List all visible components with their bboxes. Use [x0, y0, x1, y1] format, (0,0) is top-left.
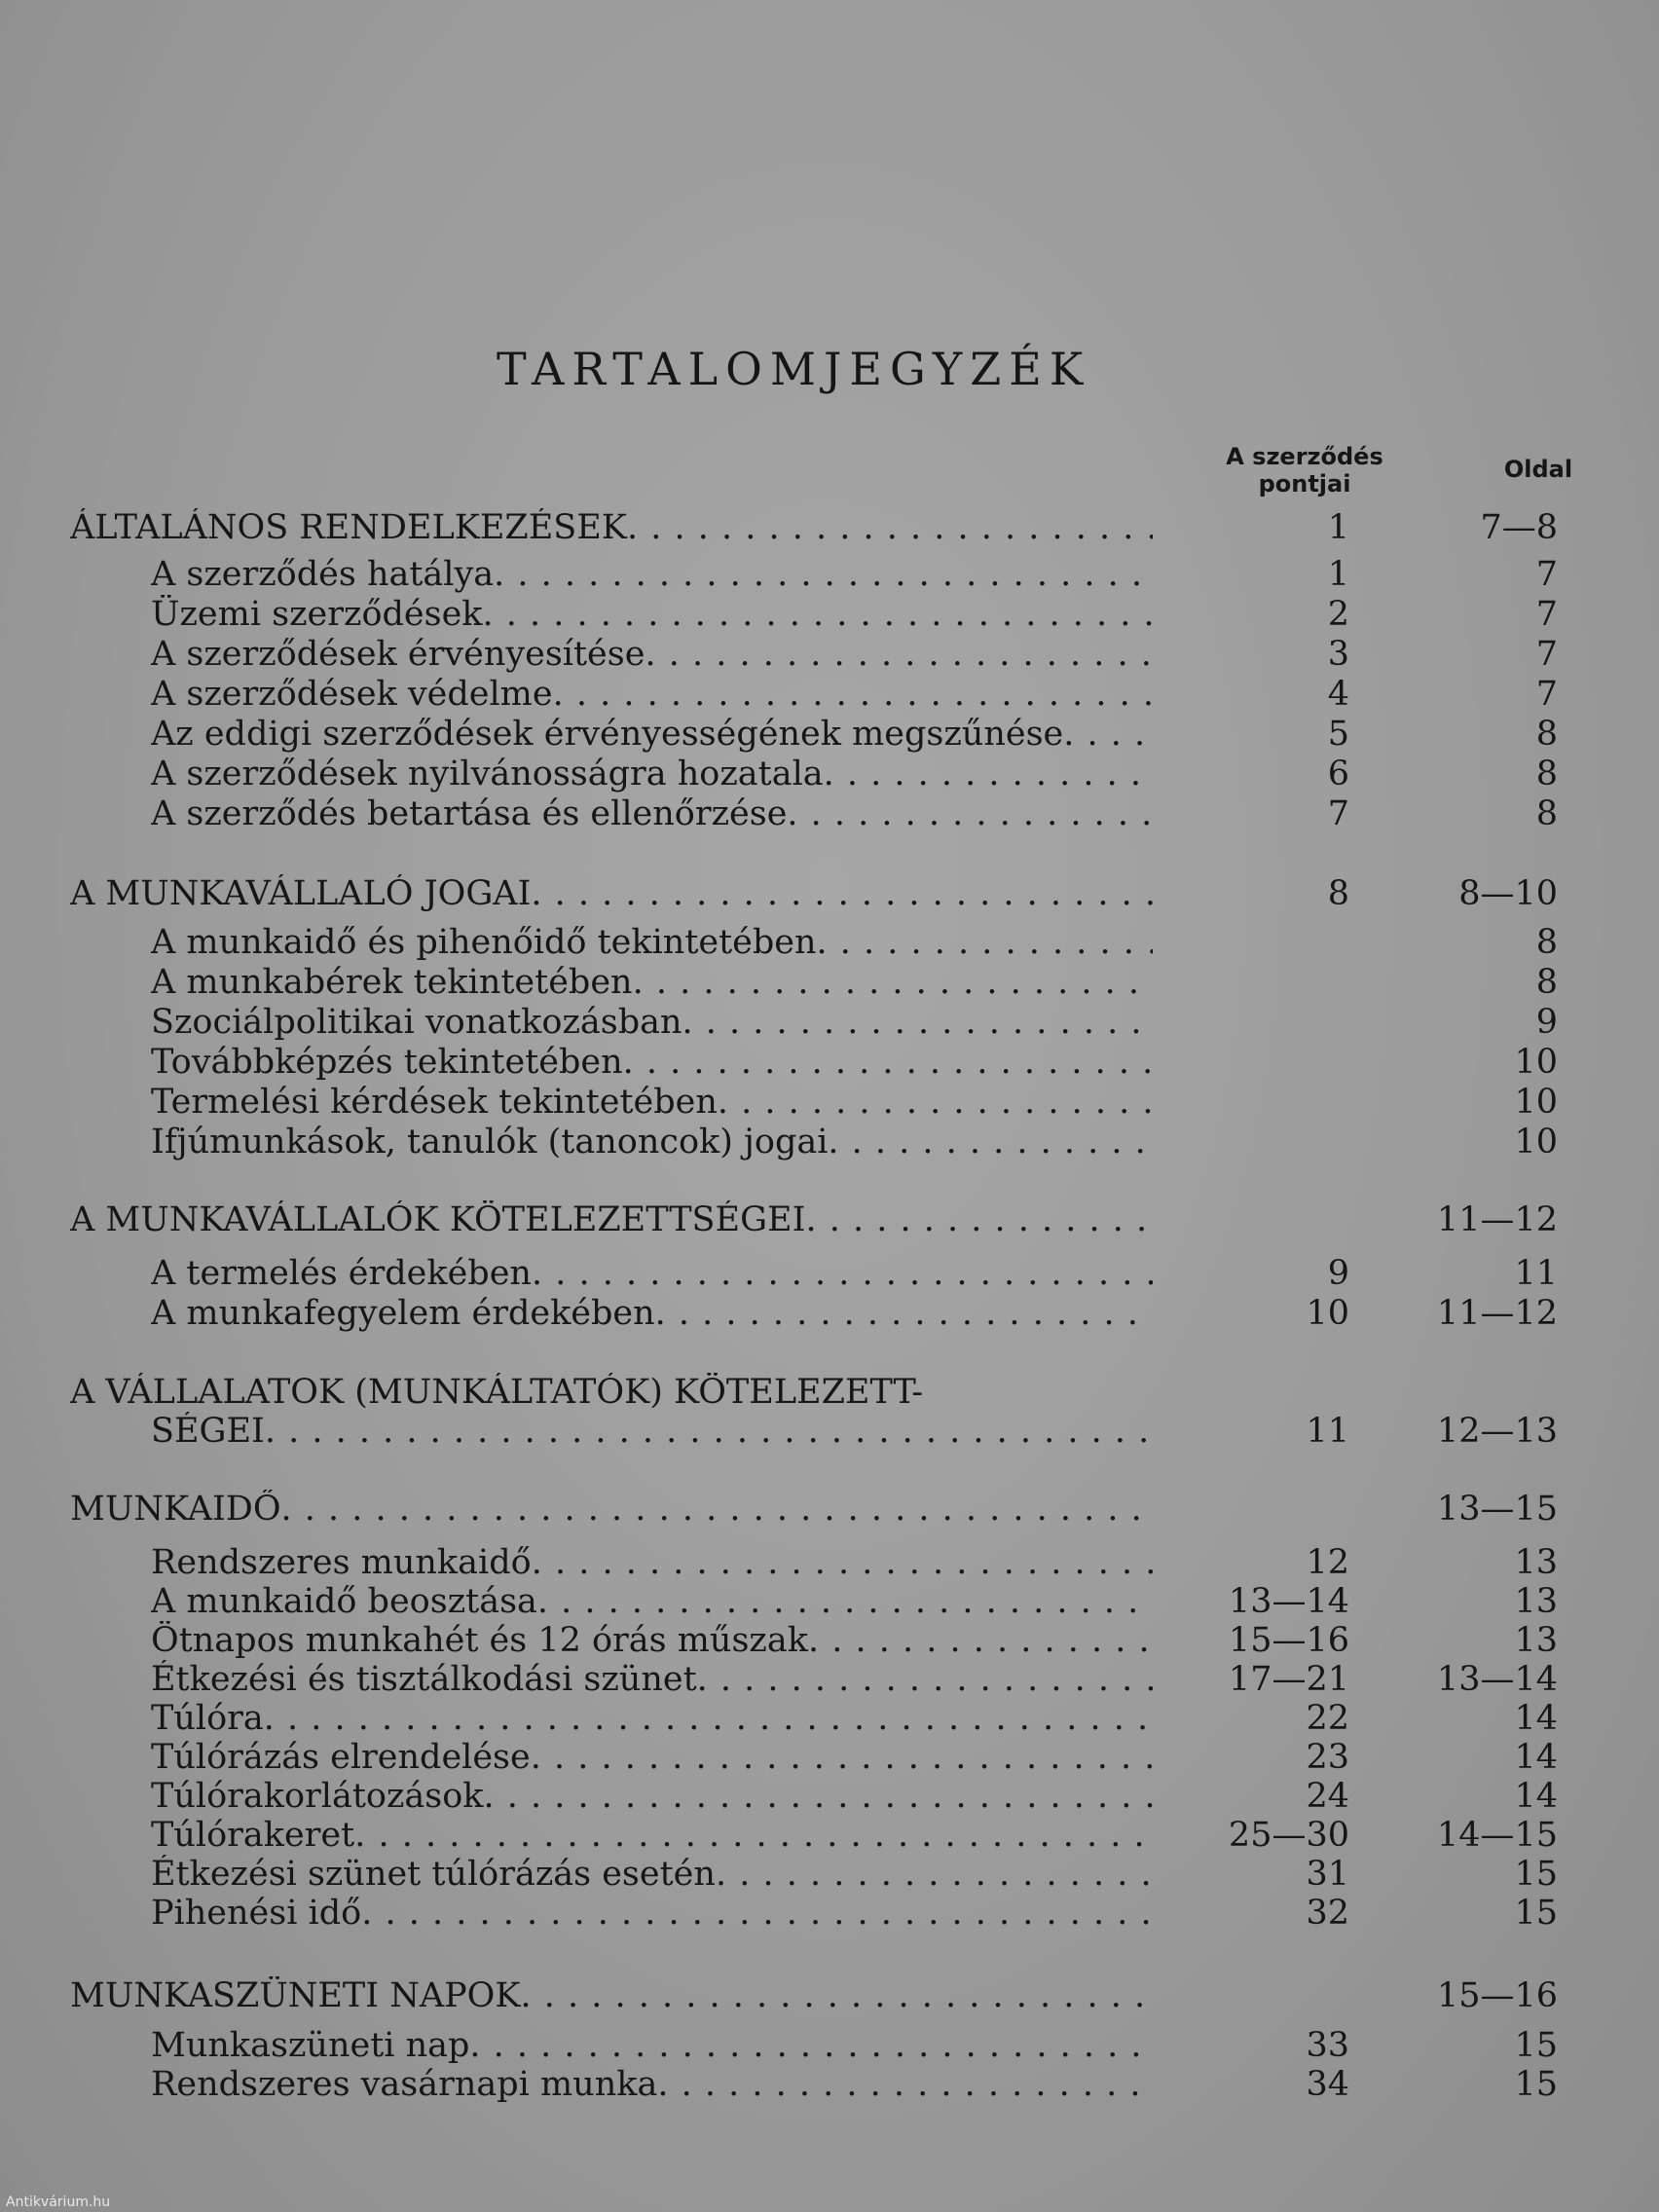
toc-row	[0, 794, 1659, 833]
toc-label: Ifjúmunkások, tanulók (tanoncok) jogai	[151, 1123, 829, 1161]
toc-page: 11—12	[1436, 1294, 1558, 1333]
toc-label: A MUNKAVÁLLALÓ JOGAI	[70, 874, 532, 913]
toc-label: A szerződések érvényesítése	[151, 635, 645, 674]
toc-point	[1213, 1490, 1349, 1529]
toc-point: 8	[1327, 874, 1349, 913]
toc-section-row	[0, 1976, 1659, 2015]
toc-label: Túlórakorlátozások	[151, 1777, 484, 1816]
toc-label: SÉGEI	[151, 1412, 265, 1451]
toc-point: 6	[1327, 755, 1349, 793]
watermark-text: Antikvárium.hu	[6, 2194, 111, 2210]
toc-page: 14—15	[1436, 1816, 1558, 1855]
toc-label: Termelési kérdések tekintetében	[151, 1083, 718, 1122]
toc-row	[0, 1123, 1659, 1161]
toc-label: Pihenési idő	[151, 1894, 362, 1933]
toc-row	[0, 1254, 1659, 1293]
toc-page: 13—14	[1436, 1660, 1558, 1699]
toc-label: Étkezési szünet túlórázás esetén	[151, 1855, 716, 1894]
toc-label: Túlórakeret	[151, 1816, 355, 1855]
toc-page: 7	[1535, 635, 1558, 674]
toc-row	[0, 635, 1659, 674]
toc-page: 7	[1535, 595, 1558, 634]
toc-section-row-continued	[0, 1412, 1659, 1451]
page-title: TARTALOMJEGYZÉK	[497, 343, 1091, 395]
toc-page: 15	[1514, 2065, 1558, 2104]
toc-page: 13	[1514, 1582, 1558, 1621]
toc-row	[0, 715, 1659, 754]
toc-row	[0, 1043, 1659, 1082]
toc-point: 9	[1327, 1254, 1349, 1293]
toc-page: 14	[1514, 1699, 1558, 1738]
toc-point: 10	[1306, 1294, 1349, 1333]
toc-row	[0, 595, 1659, 634]
toc-point: 7	[1327, 794, 1349, 833]
toc-point: 22	[1306, 1699, 1349, 1738]
toc-page: 12—13	[1436, 1412, 1558, 1451]
toc-point: 32	[1306, 1894, 1349, 1933]
toc-page: 7	[1535, 555, 1558, 594]
toc-point	[1213, 1123, 1349, 1161]
toc-page: 7—8	[1480, 508, 1558, 547]
toc-row	[0, 675, 1659, 714]
toc-row	[0, 1294, 1659, 1333]
toc-page: 8—10	[1458, 874, 1558, 913]
toc-row	[0, 555, 1659, 594]
toc-page: 13	[1514, 1543, 1558, 1582]
toc-point	[1213, 1373, 1349, 1412]
toc-page: 8	[1535, 923, 1558, 962]
toc-section-row	[0, 1200, 1659, 1239]
toc-point: 34	[1306, 2065, 1349, 2104]
toc-label: Üzemi szerződések	[151, 595, 483, 634]
toc-row	[0, 1543, 1659, 1582]
toc-point	[1213, 1043, 1349, 1082]
toc-label: A munkabérek tekintetében	[151, 963, 633, 1002]
toc-point: 11	[1306, 1412, 1349, 1451]
toc-point: 31	[1306, 1855, 1349, 1894]
toc-section-row	[0, 508, 1659, 547]
toc-label: A MUNKAVÁLLALÓK KÖTELEZETTSÉGEI	[70, 1200, 806, 1239]
toc-point: 17—21	[1228, 1660, 1349, 1699]
toc-page: 8	[1535, 963, 1558, 1002]
toc-label: Ötnapos munkahét és 12 órás műszak	[151, 1621, 808, 1660]
toc-page: 13	[1514, 1621, 1558, 1660]
toc-row	[0, 1855, 1659, 1894]
toc-label: A szerződés hatálya	[151, 555, 495, 594]
toc-label: Szociálpolitikai vonatkozásban	[151, 1003, 682, 1042]
toc-point: 12	[1306, 1543, 1349, 1582]
toc-label: Túlórázás elrendelése	[151, 1738, 531, 1777]
toc-page: 10	[1514, 1043, 1558, 1082]
toc-page: 9	[1535, 1003, 1558, 1042]
toc-row	[0, 1621, 1659, 1660]
toc-row	[0, 1660, 1659, 1699]
toc-page	[1412, 1373, 1558, 1412]
toc-page: 11	[1514, 1254, 1558, 1293]
toc-point: 13—14	[1228, 1582, 1349, 1621]
toc-point	[1213, 1976, 1349, 2015]
toc-page: 13—15	[1436, 1490, 1558, 1529]
toc-section-row	[0, 874, 1659, 913]
toc-page: 15	[1514, 1855, 1558, 1894]
toc-label: A munkaidő és pihenőidő tekintetében	[151, 923, 817, 962]
toc-label: MUNKAIDŐ	[70, 1490, 281, 1529]
toc-point: 3	[1327, 635, 1349, 674]
toc-point: 23	[1306, 1738, 1349, 1777]
toc-page: 15—16	[1436, 1976, 1558, 2015]
toc-label: A szerződések védelme	[151, 675, 553, 714]
toc-row	[0, 1083, 1659, 1122]
toc-point: 1	[1327, 555, 1349, 594]
toc-row	[0, 963, 1659, 1002]
toc-page: 14	[1514, 1738, 1558, 1777]
toc-label: A VÁLLALATOK (MUNKÁLTATÓK) KÖTELEZETT-	[70, 1373, 924, 1412]
toc-point: 1	[1327, 508, 1349, 547]
toc-row	[0, 2065, 1659, 2104]
toc-page: 15	[1514, 2026, 1558, 2065]
toc-row	[0, 1003, 1659, 1042]
toc-page: 8	[1535, 755, 1558, 793]
toc-section-row	[0, 1373, 1659, 1412]
toc-page: 8	[1535, 715, 1558, 754]
toc-point: 5	[1327, 715, 1349, 754]
toc-page: 10	[1514, 1123, 1558, 1161]
toc-page: 15	[1514, 1894, 1558, 1933]
toc-row	[0, 923, 1659, 962]
toc-page: 8	[1535, 794, 1558, 833]
toc-label: Túlóra	[151, 1699, 264, 1738]
toc-row	[0, 1582, 1659, 1621]
toc-label: MUNKASZÜNETI NAPOK	[70, 1976, 521, 2015]
toc-label: A munkafegyelem érdekében	[151, 1294, 655, 1333]
toc-point: 25—30	[1228, 1816, 1349, 1855]
column-header-points: A szerződés pontjai	[1226, 443, 1383, 498]
toc-page: 11—12	[1436, 1200, 1558, 1239]
toc-row	[0, 1699, 1659, 1738]
toc-label: A szerződések nyilvánosságra hozatala	[151, 755, 824, 793]
toc-label: Munkaszüneti nap	[151, 2026, 470, 2065]
toc-label: A szerződés betartása és ellenőrzése	[151, 794, 788, 833]
toc-label: A termelés érdekében	[151, 1254, 532, 1293]
toc-point: 2	[1327, 595, 1349, 634]
toc-label: Rendszeres vasárnapi munka	[151, 2065, 658, 2104]
toc-point: 15—16	[1228, 1621, 1349, 1660]
toc-page: 14	[1514, 1777, 1558, 1816]
toc-point	[1213, 923, 1349, 962]
toc-label: ÁLTALÁNOS RENDELKEZÉSEK	[70, 508, 627, 547]
toc-row	[0, 1816, 1659, 1855]
toc-point	[1213, 963, 1349, 1002]
toc-page: 7	[1535, 675, 1558, 714]
toc-point	[1213, 1200, 1349, 1239]
toc-label: Rendszeres munkaidő	[151, 1543, 532, 1582]
toc-point	[1213, 1083, 1349, 1122]
toc-point: 4	[1327, 675, 1349, 714]
toc-row	[0, 1777, 1659, 1816]
toc-row	[0, 1894, 1659, 1933]
toc-label: A munkaidő beosztása	[151, 1582, 537, 1621]
toc-point: 24	[1306, 1777, 1349, 1816]
toc-row	[0, 755, 1659, 793]
column-header-page: Oldal	[1503, 456, 1573, 483]
toc-label: Továbbképzés tekintetében	[151, 1043, 623, 1082]
toc-page: 10	[1514, 1083, 1558, 1122]
toc-section-row	[0, 1490, 1659, 1529]
toc-point	[1213, 1003, 1349, 1042]
toc-row	[0, 1738, 1659, 1777]
toc-row	[0, 2026, 1659, 2065]
toc-point: 33	[1306, 2026, 1349, 2065]
toc-label: Étkezési és tisztálkodási szünet	[151, 1660, 697, 1699]
toc-label: Az eddigi szerződések érvényességének megszűnése	[151, 715, 1064, 754]
